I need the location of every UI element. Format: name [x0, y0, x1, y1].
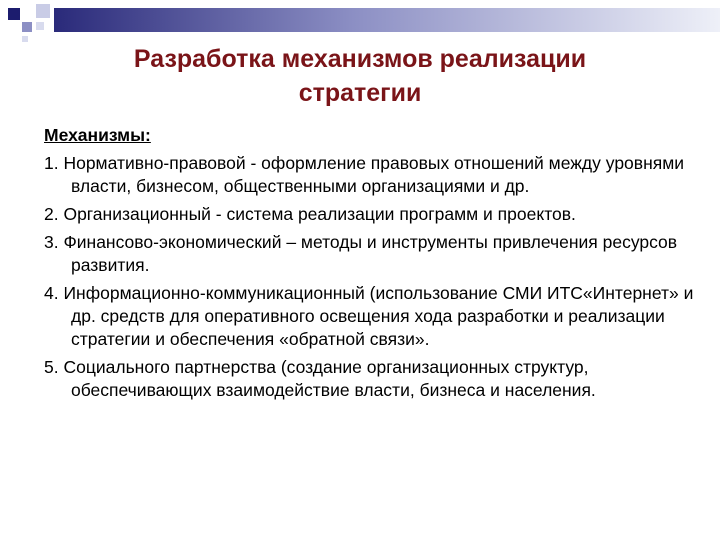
slide-title-line2: стратегии	[298, 79, 422, 107]
deco-square-tiny	[22, 36, 28, 42]
deco-square-light	[36, 4, 50, 18]
mechanisms-heading: Механизмы:	[44, 125, 151, 145]
list-item: 2. Организационный - система реализации программ и проектов.	[44, 204, 576, 224]
list-item: 3. Финансово-экономический – методы и инструменты привлечения ресурсов развития.	[44, 232, 678, 275]
slide-title-line1: Разработка механизмов реализации	[133, 45, 587, 73]
header-decoration	[0, 0, 720, 44]
deco-square-small	[36, 22, 44, 30]
list-item: 4. Информационно-коммуникационный (использование СМИ ИТС«Интернет» и др. средств для оперативного освещения хода разработки и реализации стратегии и обеспечения «обратной связи».	[44, 283, 694, 349]
header-gradient-band	[54, 8, 720, 32]
mechanisms-list	[44, 152, 694, 402]
list-item: 1. Нормативно-правовой - оформление правовых отношений между уровнями власти, бизнесом, общественными организациями и др.	[44, 153, 685, 196]
slide-body	[44, 124, 694, 407]
deco-square-mid	[22, 22, 32, 32]
list-item: 5. Социального партнерства (создание организационных структур, обеспечивающих взаимодействие власти, бизнеса и населения.	[44, 357, 596, 400]
deco-square-dark	[8, 8, 20, 20]
slide-title	[40, 42, 680, 110]
